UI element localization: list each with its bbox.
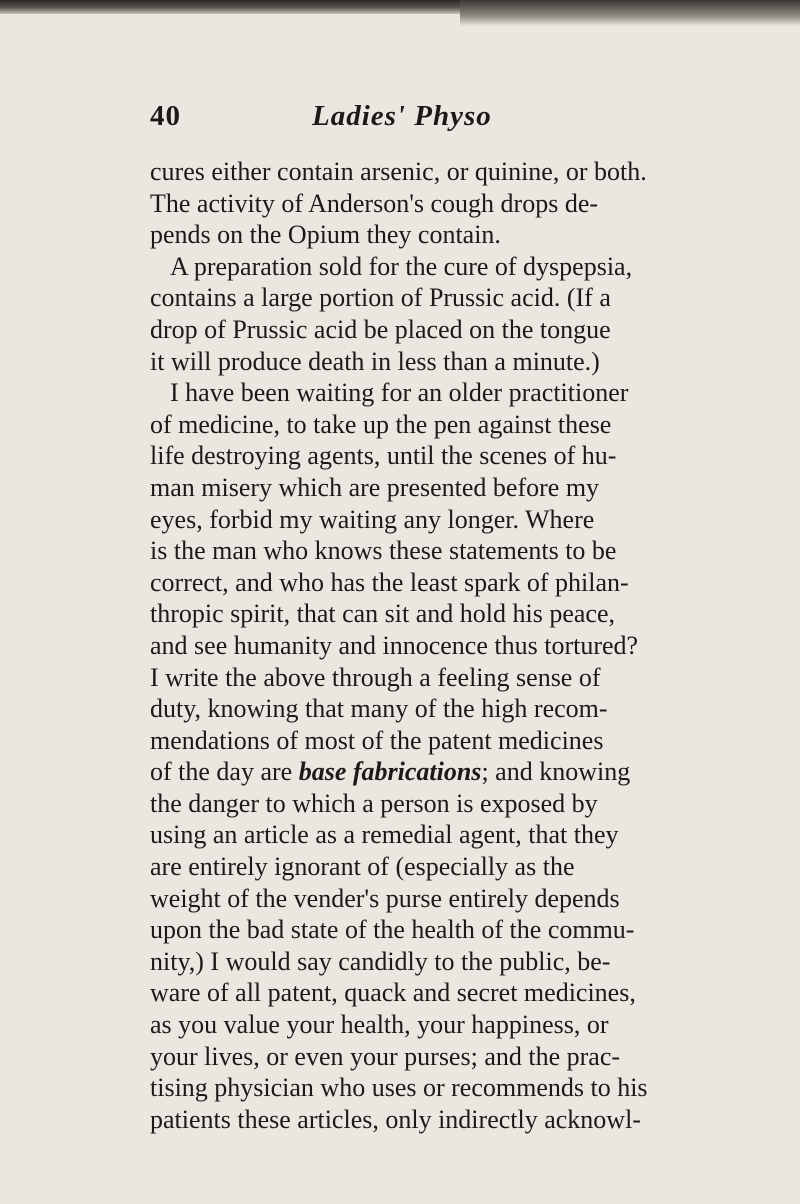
text-line	[150, 1072, 790, 1104]
text-segment: ware of all patent, quack and secret medicines,	[150, 978, 636, 1008]
text-segment: it will produce death in less than a minute.)	[150, 346, 600, 376]
text-segment: man misery which are presented before my	[150, 472, 600, 502]
text-line	[150, 409, 790, 441]
text-line	[150, 946, 790, 978]
text-segment: using an article as a remedial agent, that they	[150, 820, 619, 850]
text-segment: nity,) I would say candidly to the public, be-	[150, 946, 611, 976]
text-line	[150, 346, 790, 378]
text-line	[150, 567, 790, 599]
text-segment: patients these articles, only indirectly acknowl-	[150, 1104, 641, 1134]
text-segment: contains a large portion of Prussic acid. (If a	[150, 283, 611, 313]
text-segment: I have been waiting for an older practitioner	[170, 378, 629, 408]
text-line	[150, 788, 790, 820]
text-segment: is the man who knows these statements to be	[150, 536, 617, 566]
emphasized-text: base fabrications	[298, 757, 482, 787]
body-text	[150, 156, 790, 1135]
text-segment: life destroying agents, until the scenes of hu-	[150, 441, 617, 471]
text-line	[150, 1009, 790, 1041]
text-segment: ; and knowing	[481, 757, 631, 787]
text-segment: the danger to which a person is exposed by	[150, 788, 598, 818]
text-segment: of the day are	[150, 757, 299, 787]
running-title: Ladies' Physo	[312, 100, 492, 132]
page-header	[150, 100, 750, 140]
text-segment: eyes, forbid my waiting any longer. Where	[150, 504, 595, 534]
text-line	[150, 851, 790, 883]
text-line	[150, 662, 790, 694]
text-line	[150, 914, 790, 946]
text-segment: weight of the vender's purse entirely depends	[150, 883, 620, 913]
text-segment: correct, and who has the least spark of philan-	[150, 567, 629, 597]
text-line	[150, 472, 790, 504]
text-line	[150, 314, 790, 346]
text-segment: your lives, or even your purses; and the prac-	[150, 1041, 621, 1071]
text-segment: mendations of most of the patent medicines	[150, 725, 604, 755]
page-top-shadow-right	[460, 0, 800, 26]
text-segment: duty, knowing that many of the high recom-	[150, 694, 608, 724]
text-line	[150, 725, 790, 757]
text-segment: upon the bad state of the health of the commu-	[150, 915, 635, 945]
text-line	[150, 883, 790, 915]
text-line	[150, 440, 790, 472]
text-segment: pends on the Opium they contain.	[150, 220, 501, 250]
text-line	[150, 1041, 790, 1073]
text-line	[150, 630, 790, 662]
text-line	[150, 219, 790, 251]
text-line	[150, 598, 790, 630]
text-line	[150, 156, 790, 188]
text-segment: drop of Prussic acid be placed on the tongue	[150, 314, 611, 344]
text-line	[150, 188, 790, 220]
text-segment: thropic spirit, that can sit and hold his peace,	[150, 599, 615, 629]
text-segment: are entirely ignorant of (especially as the	[150, 852, 575, 882]
text-line	[150, 819, 790, 851]
page-number: 40	[150, 100, 181, 132]
text-line	[150, 504, 790, 536]
text-segment: tising physician who uses or recommends to his	[150, 1073, 648, 1103]
text-line	[150, 282, 790, 314]
text-segment: I write the above through a feeling sense of	[150, 662, 601, 692]
text-line	[150, 977, 790, 1009]
text-segment: of medicine, to take up the pen against these	[150, 409, 612, 439]
text-line	[150, 693, 790, 725]
text-line	[150, 1104, 790, 1136]
text-segment: The activity of Anderson's cough drops de-	[150, 188, 599, 218]
text-line	[150, 756, 790, 788]
text-line	[150, 251, 790, 283]
text-segment: and see humanity and innocence thus tortured?	[150, 630, 639, 660]
text-line	[150, 535, 790, 567]
text-segment: cures either contain arsenic, or quinine, or both.	[150, 157, 647, 186]
text-segment: as you value your health, your happiness, or	[150, 1010, 609, 1040]
text-segment: A preparation sold for the cure of dyspepsia,	[170, 251, 633, 281]
text-line	[150, 377, 790, 409]
